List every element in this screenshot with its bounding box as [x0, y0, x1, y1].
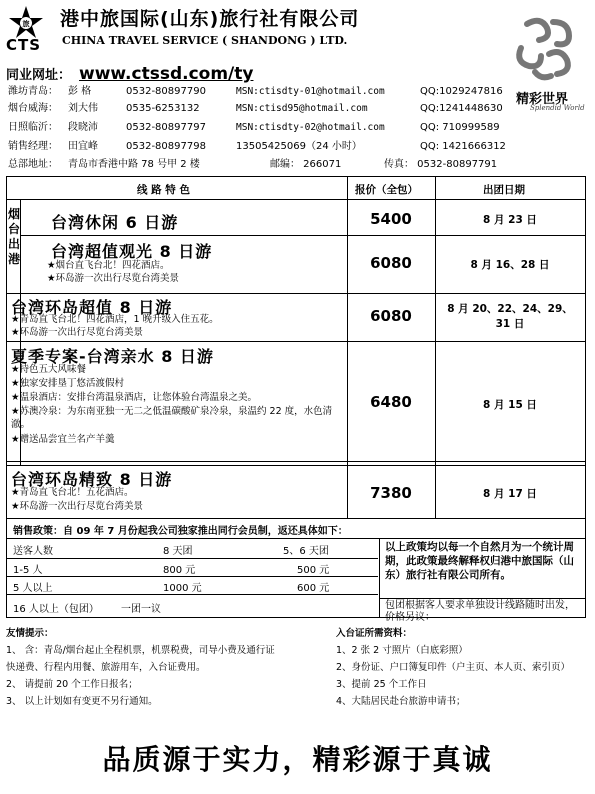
company-name-en: CHINA TRAVEL SERVICE ( SHANDONG ) LTD. [62, 34, 348, 47]
peer-website-row [6, 64, 253, 84]
route-feature: ★苏澳冷泉：为东南亚独一无二之低温碳酸矿泉冷泉，泉温约 22 度，水色清澈。 [11, 406, 333, 430]
route-feature: ★环岛游一次出行尽览台湾美景 [47, 273, 180, 284]
contact-name: 段晓沛 [68, 122, 98, 133]
contact-msn[interactable]: MSN:ctisdty-02@hotmail.com [236, 122, 385, 133]
route-price: 7380 [370, 484, 412, 502]
route-feature: ★赠送品尝宜兰名产羊羹 [11, 434, 115, 445]
route-price: 6080 [370, 307, 412, 325]
route-title: 台湾超值观光 8 日游 [51, 242, 213, 261]
logo-text: CTS [6, 36, 42, 54]
route-feature: ★烟台直飞台北！四花酒店。 [47, 260, 170, 271]
route-feature: ★环岛游一次出行尽览台湾美景 [11, 327, 144, 338]
rebate-cell: 1000 元 [163, 583, 202, 594]
tip-line: 1、 含：青岛/烟台起止全程机票，机票税费，司导小费及通行证 [6, 645, 275, 656]
contact-region: 日照临沂： [8, 122, 58, 133]
contact-phone: 0532-80897797 [126, 122, 206, 133]
requirement-line: 1、2 张 2 寸照片（白底彩照） [336, 645, 468, 656]
brand-swirl-logo-icon [505, 10, 585, 90]
route-feature: ★环岛游一次出行尽览台湾美景 [11, 501, 144, 512]
rebate-header: 5、6 天团 [283, 546, 329, 557]
route-title: 台湾休闲 6 日游 [51, 213, 179, 232]
requirements-title: 入台证所需资料： [336, 628, 413, 639]
peer-website-link[interactable]: www.ctssd.com/ty [79, 64, 254, 84]
rebate-header: 8 天团 [163, 546, 193, 557]
contact-msn[interactable]: MSN:ctisd95@hotmail.com [236, 103, 368, 114]
route-price: 6080 [370, 254, 412, 272]
route-feature: ★温泉酒店：安排台湾温泉酒店，让您体验台湾温泉之美。 [11, 392, 258, 403]
contact-name: 田宜峰 [68, 141, 98, 152]
contact-msn[interactable]: MSN:ctisdty-01@hotmail.com [236, 86, 385, 97]
rebate-header: 送客人数 [13, 546, 53, 557]
rebate-cell: 600 元 [297, 583, 330, 594]
route-date: 8 月 16、28 日 [470, 259, 550, 271]
tip-line: 快递费、行程内用餐、旅游用车，入台证费用。 [6, 662, 206, 673]
contact-region: 潍坊青岛： [8, 86, 58, 97]
entry-permit-requirements [336, 625, 570, 710]
contact-qq: QQ: 710999589 [420, 122, 500, 133]
route-date: 8 月 17 日 [483, 488, 537, 500]
rebate-cell: 500 元 [297, 565, 330, 576]
contact-phone: 0532-80897798 [126, 141, 206, 152]
rebate-cell: 5 人以上 [13, 583, 53, 594]
requirement-line: 3、提前 25 个工作日 [336, 679, 427, 690]
contact-region: 销售经理： [8, 141, 58, 152]
contact-name: 彭 格 [68, 86, 92, 97]
contact-qq: QQ:1241448630 [420, 103, 503, 114]
contact-phone: 0535-6253132 [126, 103, 200, 114]
peer-website-label: 同业网址： [6, 68, 72, 83]
address-text: 青岛市香港中路 78 号甲 2 楼 [68, 159, 200, 170]
postcode: 邮编： 266071 [270, 159, 342, 170]
route-five-and-policy [6, 464, 586, 623]
rebate-cell: 一团一议 [121, 604, 161, 615]
route-title: 夏季专案-台湾亲水 8 日游 [11, 347, 214, 366]
rebate-cell: 16 人以上（包团） [13, 604, 99, 615]
friendly-tips [6, 625, 275, 710]
contact-mobile: 13505425069（24 小时） [236, 141, 362, 152]
brand-name-cn: 精彩世界 [516, 92, 569, 107]
brand-name-en: Splendid World [530, 104, 585, 112]
route-date: 8 月 20、22、24、29、31 日 [447, 303, 573, 330]
rebate-cell: 800 元 [163, 565, 196, 576]
contact-region: 烟台威海： [8, 103, 58, 114]
tips-title: 友情提示： [6, 628, 54, 639]
policy-note: 以上政策均以每一个自然月为一个统计周期，此政策最终解释权归港中旅国际（山东）旅行社有限公司所有。 [385, 541, 574, 581]
route-price: 6480 [370, 393, 412, 411]
fax: 传真： 0532-80897791 [384, 159, 498, 170]
route-date: 8 月 15 日 [483, 399, 537, 411]
slogan: 品质源于实力，精彩源于真诚 [102, 743, 493, 776]
contact-qq: QQ: 1421666312 [420, 141, 506, 152]
group-note: 包团根据客人要求单独设计线路随时出发，价格另议： [385, 600, 575, 623]
company-name-cn: 港中旅国际(山东)旅行社有限公司 [60, 8, 360, 30]
route-title: 台湾环岛超值 8 日游 [11, 298, 173, 317]
route-feature: ★青岛直飞台北！五花酒店。 [11, 487, 134, 498]
contact-phone: 0532-80897790 [126, 86, 206, 97]
col-route-header: 线 路 特 色 [137, 184, 190, 196]
departure-side-label: 烟 台 出 港 [8, 207, 21, 266]
route-feature: ★特色五大风味餐 [11, 364, 87, 375]
col-price-header: 报价（全包） [355, 184, 418, 196]
rebate-cell: 1-5 人 [13, 565, 43, 576]
contact-qq: QQ:1029247816 [420, 86, 503, 97]
requirement-line: 4、大陆居民赴台旅游申请书； [336, 696, 466, 707]
route-feature: ★独家安排垦丁悠活渡假村 [11, 378, 125, 389]
contact-name: 刘大伟 [68, 103, 98, 114]
requirement-line: 2、身份证、户口簿复印件（户主页、本人页、索引页） [336, 662, 571, 673]
sales-policy: 销售政策：自 09 年 7 月份起我公司独家推出同行会员制，返还具体如下： [13, 526, 348, 537]
tip-line: 2、 请提前 20 个工作日报名； [6, 679, 138, 690]
tip-line: 3、 以上计划如有变更不另行通知。 [6, 696, 158, 707]
svg-text:旅: 旅 [22, 20, 30, 28]
route-date: 8 月 23 日 [483, 214, 537, 226]
route-price: 5400 [370, 210, 412, 228]
address-label: 总部地址： [8, 159, 58, 170]
route-feature: ★青岛直飞台北！四花酒店，1 晚升级入住五花。 [11, 314, 219, 325]
col-date-header: 出团日期 [483, 184, 525, 196]
route-title: 台湾环岛精致 8 日游 [11, 470, 173, 489]
